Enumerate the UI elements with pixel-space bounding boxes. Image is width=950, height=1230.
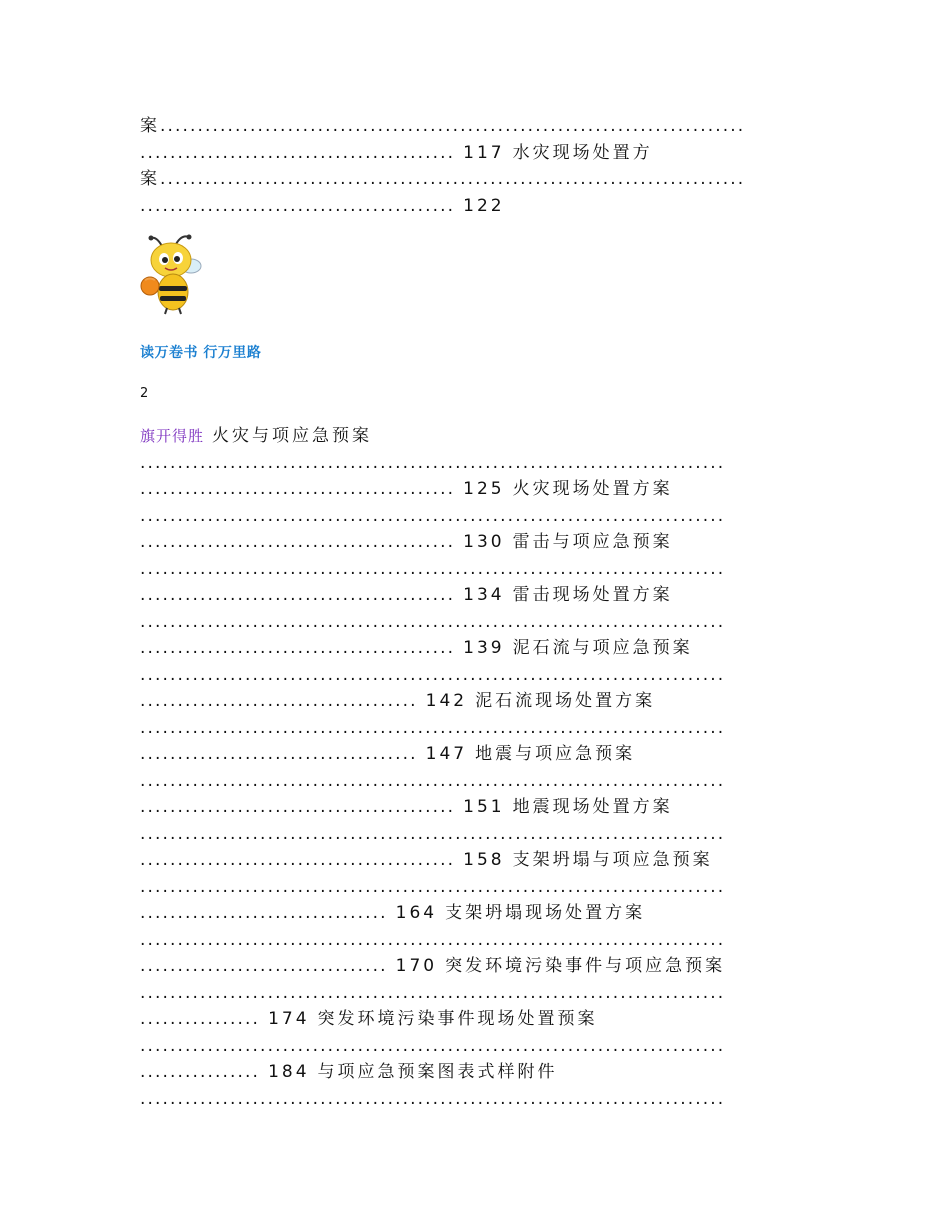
toc-line — [140, 688, 812, 715]
toc-entry-title: 雷击现场处置方案 — [512, 585, 673, 605]
toc-page-number: 158 — [463, 850, 505, 870]
toc-line — [140, 847, 812, 874]
toc-entry-title: 火灾现场处置方案 — [512, 479, 673, 499]
toc-leader-dots: .............................................................................. — [140, 929, 726, 950]
toc-line — [140, 1006, 812, 1033]
toc-line — [140, 1033, 812, 1060]
toc-leader-dots: ................................. — [140, 956, 388, 976]
toc-line — [140, 582, 812, 609]
highlight-text: 旗开得胜 — [140, 427, 205, 445]
toc-entry-title: 泥石流与项应急预案 — [512, 638, 693, 658]
toc-page-number: 134 — [463, 585, 505, 605]
toc-entry-title: 支架坍塌与项应急预案 — [512, 850, 713, 870]
toc-line — [140, 927, 812, 954]
toc-line — [140, 450, 812, 477]
toc-leader-dots: .......................................... — [140, 479, 456, 499]
toc-text: 案 — [140, 116, 160, 136]
toc-lead-line — [140, 423, 812, 450]
toc-page-number: 147 — [425, 744, 468, 764]
toc-entry-title: 水灾现场处置方 — [512, 142, 653, 163]
toc-main-block — [140, 423, 812, 1112]
toc-leader-dots: ................................. — [140, 903, 388, 923]
toc-line — [140, 166, 812, 193]
toc-text: 案 — [140, 169, 160, 189]
toc-line — [140, 1059, 812, 1086]
page-number: 2 — [140, 386, 149, 401]
toc-line — [140, 768, 812, 795]
toc-leader-dots: ..................................... — [140, 744, 418, 764]
toc-leader-dots: .............................................................................. — [140, 770, 726, 791]
toc-line — [140, 609, 812, 636]
toc-page-number: 142 — [425, 691, 468, 711]
toc-line — [140, 794, 812, 821]
toc-leader-dots: .............................................................................. — [140, 1035, 726, 1056]
toc-line — [140, 529, 812, 556]
toc-leader-dots: .......................................... — [140, 532, 456, 552]
toc-leader-dots: .............................................................................. — [140, 558, 726, 579]
toc-entry-title: 突发环境污染事件现场处置预案 — [317, 1009, 598, 1029]
toc-line — [140, 741, 812, 768]
toc-line — [140, 113, 812, 140]
toc-line — [140, 821, 812, 848]
toc-page-number: 184 — [268, 1062, 310, 1082]
toc-entry-title: 地震与项应急预案 — [475, 744, 636, 764]
toc-leader-dots: .......................................... — [140, 638, 456, 658]
toc-leader-dots: .............................................................................. — [140, 1088, 726, 1109]
toc-line — [140, 1086, 812, 1113]
toc-leader-dots: .............................................................................. — [140, 664, 726, 685]
toc-leader-dots: .......................................... — [140, 195, 456, 216]
toc-entry-title: 与项应急预案图表式样附件 — [317, 1062, 558, 1082]
toc-leader-dots: .............................................................................. — [140, 876, 726, 897]
toc-leader-dots: .......................................... — [140, 797, 456, 817]
toc-leader-dots: ................ — [140, 1062, 261, 1082]
toc-leader-dots: ..................................... — [140, 691, 418, 711]
toc-page-number: 151 — [463, 797, 505, 817]
toc-line — [140, 503, 812, 530]
toc-leader-dots: .............................................................................. — [140, 452, 726, 473]
toc-line — [140, 662, 812, 689]
toc-page-number: 170 — [395, 956, 438, 976]
toc-leader-dots: .............................................................................. — [140, 611, 726, 632]
toc-line — [140, 900, 812, 927]
toc-entry-title: 突发环境污染事件与项应急预案 — [445, 956, 726, 976]
toc-page-number: 174 — [268, 1009, 310, 1029]
toc-line — [140, 953, 812, 980]
toc-line — [140, 140, 812, 167]
toc-leader-dots: .............................................................................. — [160, 169, 746, 189]
toc-page-number: 130 — [463, 532, 505, 552]
toc-leader-dots: .......................................... — [140, 585, 456, 605]
toc-page-number: 164 — [395, 903, 438, 923]
bee-mascot-icon — [139, 234, 203, 316]
toc-entry-title: 泥石流现场处置方案 — [475, 691, 656, 711]
toc-page-number: 122 — [463, 195, 505, 216]
toc-leader-dots: .............................................................................. — [140, 717, 726, 738]
toc-page-number: 125 — [463, 479, 505, 499]
slogan-text: 读万卷书 行万里路 — [140, 345, 262, 361]
toc-top-block — [140, 113, 812, 219]
toc-leader-dots: ................ — [140, 1009, 261, 1029]
toc-page-number: 139 — [463, 638, 505, 658]
toc-page-number: 117 — [463, 142, 505, 163]
toc-entry-title: 支架坍塌现场处置方案 — [445, 903, 646, 923]
toc-line — [140, 874, 812, 901]
toc-leader-dots: .............................................................................. — [140, 823, 726, 844]
toc-leader-dots: .............................................................................. — [140, 982, 726, 1003]
toc-leader-dots: .......................................... — [140, 142, 456, 163]
toc-leader-dots: .............................................................................. — [140, 505, 726, 526]
toc-line — [140, 980, 812, 1007]
toc-entry-title: 雷击与项应急预案 — [512, 532, 673, 552]
toc-line — [140, 635, 812, 662]
toc-line — [140, 715, 812, 742]
toc-entry-title: 火灾与项应急预案 — [212, 426, 373, 446]
toc-leader-dots: .......................................... — [140, 850, 456, 870]
toc-entry-title: 地震现场处置方案 — [512, 797, 673, 817]
toc-leader-dots: .............................................................................. — [160, 116, 746, 136]
toc-line — [140, 193, 812, 220]
toc-line — [140, 476, 812, 503]
toc-line — [140, 556, 812, 583]
